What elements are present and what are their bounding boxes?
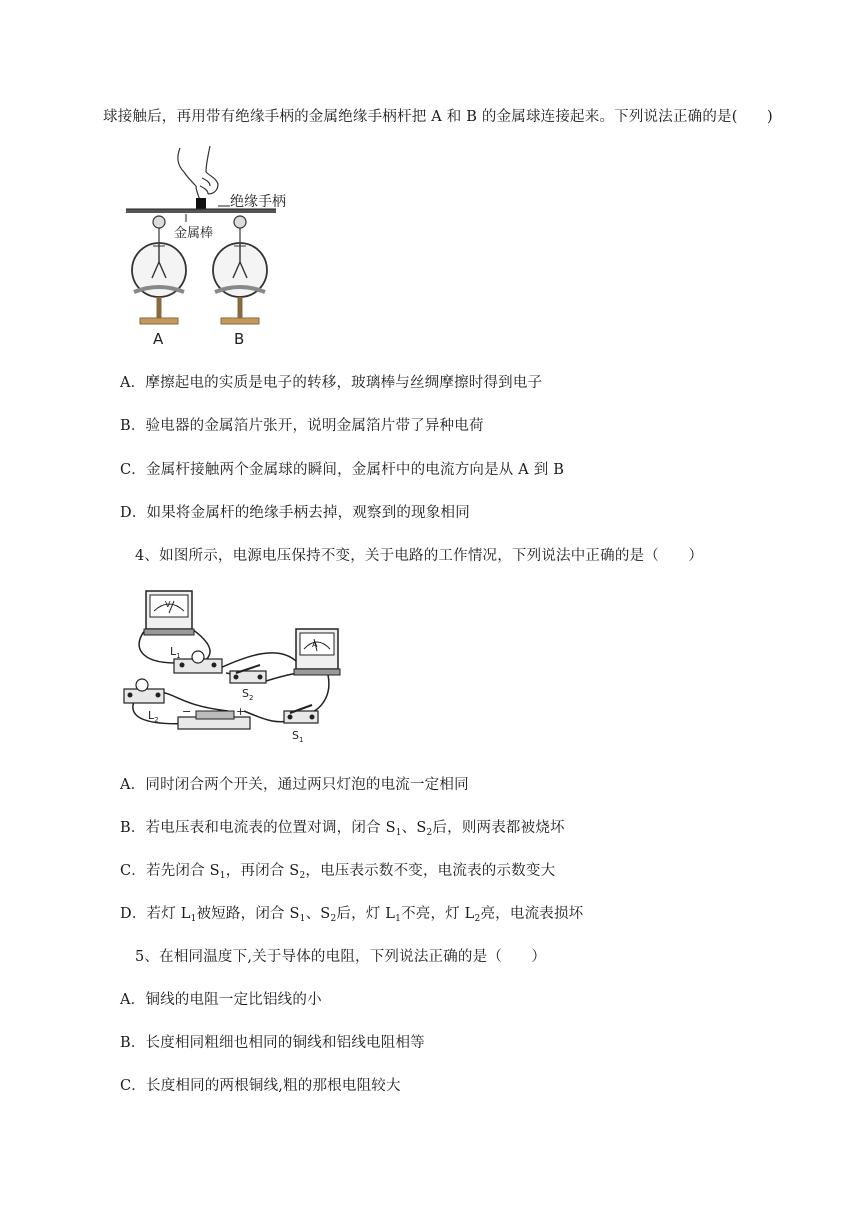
label-l2: $L_2$: [148, 709, 159, 724]
q4-option-d: D．若灯 $L_1$被短路，闭合 $S_1$、$S_2$后，灯 $L_1$不亮，灯 $L_2$亮，电流表损坏: [120, 906, 584, 924]
insulating-handle: [196, 198, 206, 210]
ammeter: [294, 629, 340, 675]
switch-s1: [284, 705, 318, 723]
voltmeter: [144, 591, 194, 635]
electroscope-figure: [122, 142, 297, 352]
hand-icon: [178, 146, 218, 202]
label-s2: $S_2$: [242, 687, 254, 702]
q5-option-b: B．长度相同粗细也相同的铜线和铝线电阻相等: [120, 1035, 425, 1051]
rod-label: 金属棒: [174, 226, 214, 241]
q4-stem: 4、如图所示，电源电压保持不变，关于电路的工作情况，下列说法中正确的是（ ）: [135, 548, 704, 564]
label-a: A: [153, 330, 164, 348]
electroscope-b: [213, 216, 267, 324]
q4-option-a: A．同时闭合两个开关，通过两只灯泡的电流一定相同: [120, 777, 469, 793]
switch-s2: [230, 665, 266, 683]
handle-label: 绝缘手柄: [230, 194, 286, 210]
q3-option-b: B．验电器的金属箔片张开，说明金属箔片带了异种电荷: [120, 418, 484, 434]
label-s1: $S_1$: [292, 729, 304, 744]
q3-stem-tail: 球接触后，再用带有绝缘手柄的金属绝缘手柄杆把 A 和 B 的金属球连接起来。下列说法正确的是( ): [103, 109, 773, 125]
q3-option-a: A．摩擦起电的实质是电子的转移，玻璃棒与丝绸摩擦时得到电子: [120, 375, 543, 391]
svg-text:+: +: [236, 705, 246, 718]
lamp-l2: [124, 679, 164, 703]
q4-option-b: B．若电压表和电流表的位置对调，闭合 $S_1$、$S_2$后，则两表都被烧坏: [120, 820, 565, 838]
label-b: B: [234, 330, 245, 348]
q3-option-d: D．如果将金属杆的绝缘手柄去掉，观察到的现象相同: [120, 505, 470, 521]
svg-text:A: A: [312, 640, 318, 649]
lamp-l1: [174, 651, 222, 673]
q3-option-c: C．金属杆接触两个金属球的瞬间，金属杆中的电流方向是从 A 到 B: [120, 462, 565, 478]
label-l1: $L_1$: [170, 645, 181, 660]
q5-option-a: A．铜线的电阻一定比铝线的小: [120, 992, 322, 1008]
svg-text:−: −: [182, 705, 192, 718]
q5-stem: 5、在相同温度下,关于导体的电阻，下列说法正确的是（ ）: [135, 949, 547, 965]
svg-text:V: V: [165, 600, 171, 609]
circuit-figure: [118, 585, 346, 745]
q5-option-c: C．长度相同的两根铜线,粗的那根电阻较大: [120, 1078, 401, 1094]
q4-option-c: C．若先闭合 $S_1$，再闭合 $S_2$，电压表示数不变，电流表的示数变大: [120, 863, 556, 881]
